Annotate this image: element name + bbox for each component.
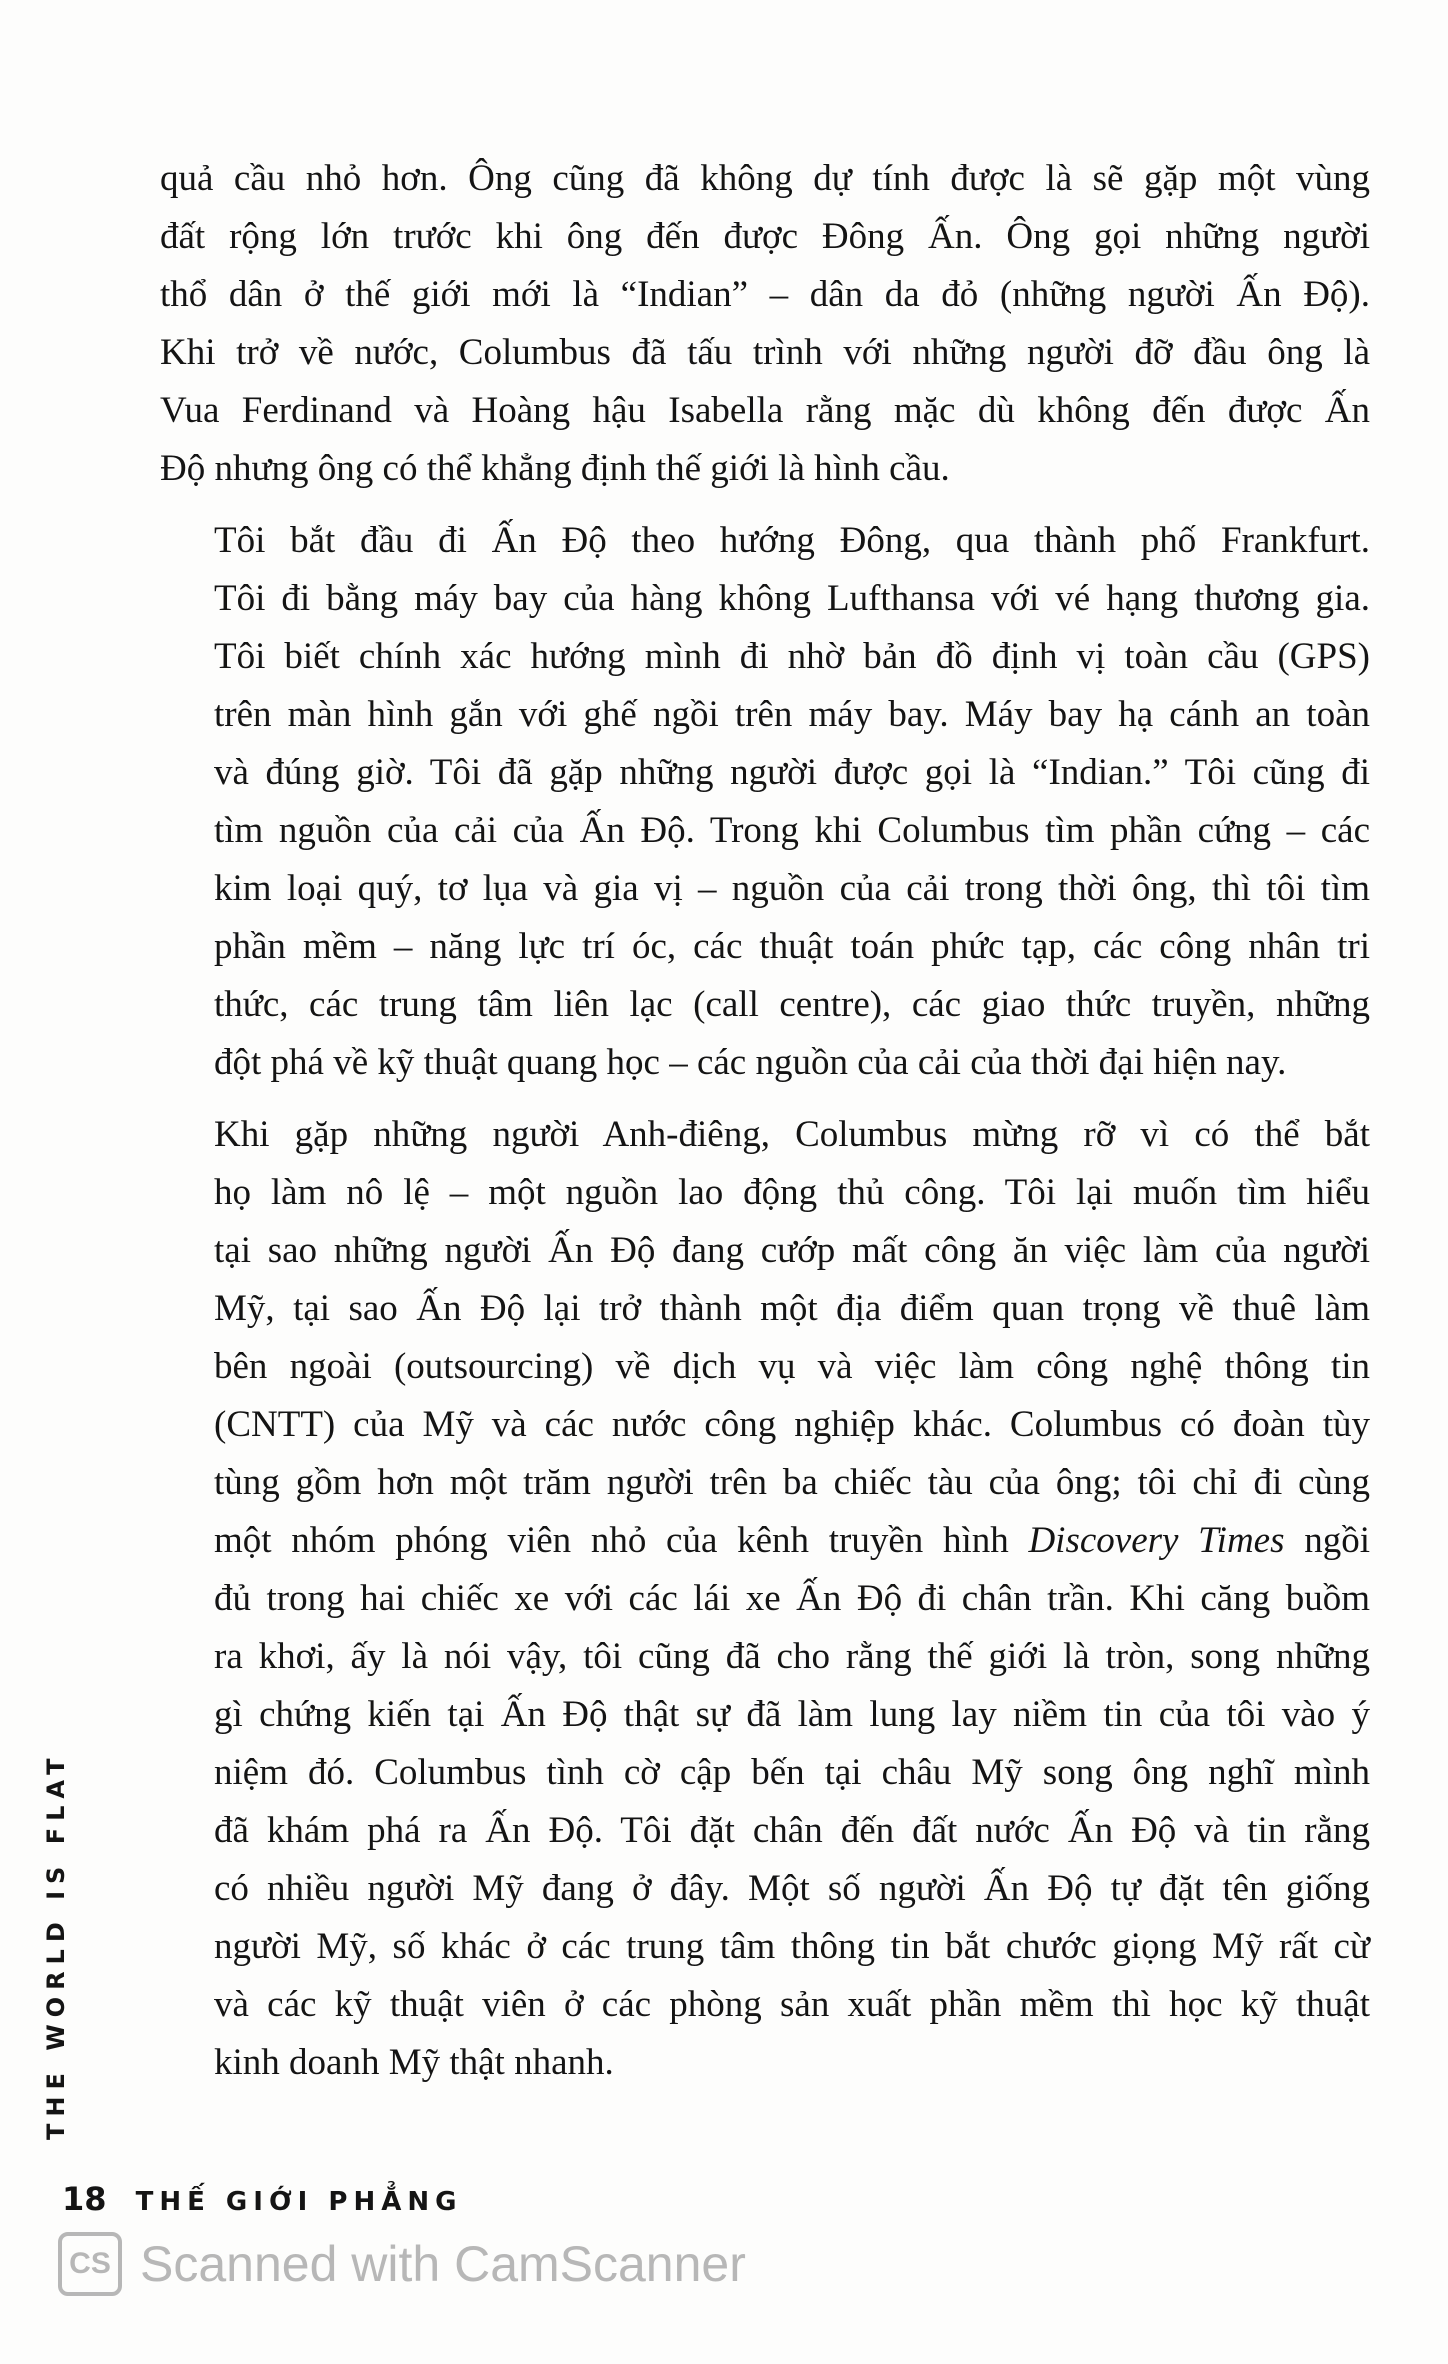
paragraph xyxy=(160,512,1370,1092)
text-line: Mỹ, tại sao Ấn Độ lại trở thành một địa điểm quan trọng về thuê làm xyxy=(214,1288,1370,1329)
text-line: thổ dân ở thế giới mới là “Indian” – dân da đỏ (những người Ấn Độ). xyxy=(160,274,1370,315)
text-line: tìm nguồn của cải của Ấn Độ. Trong khi Columbus tìm phần cứng – các xyxy=(214,810,1370,851)
text-line: Tôi biết chính xác hướng mình đi nhờ bản đồ định vị toàn cầu (GPS) xyxy=(214,636,1370,677)
text-line: một nhóm phóng viên nhỏ của kênh truyền hình Discovery Times ngồi xyxy=(214,1520,1370,1561)
text-line: kim loại quý, tơ lụa và gia vị – nguồn của cải trong thời ông, thì tôi tìm xyxy=(214,868,1370,909)
text-line: Vua Ferdinand và Hoàng hậu Isabella rằng mặc dù không đến được Ấn xyxy=(160,390,1370,431)
text-line: phần mềm – năng lực trí óc, các thuật toán phức tạp, các công nhân tri xyxy=(214,926,1370,967)
text-line: ra khơi, ấy là nói vậy, tôi cũng đã cho rằng thế giới là tròn, song những xyxy=(214,1636,1370,1677)
page-footer xyxy=(62,2180,462,2218)
text-line: gì chứng kiến tại Ấn Độ thật sự đã làm lung lay niềm tin của tôi vào ý xyxy=(214,1694,1370,1735)
text-line: có nhiều người Mỹ đang ở đây. Một số người Ấn Độ tự đặt tên giống xyxy=(214,1868,1370,1909)
text-line: đủ trong hai chiếc xe với các lái xe Ấn Độ đi chân trần. Khi căng buồm xyxy=(214,1578,1370,1619)
text-line: và các kỹ thuật viên ở các phòng sản xuất phần mềm thì học kỹ thuật xyxy=(214,1984,1370,2025)
body-text xyxy=(160,150,1370,2092)
text-line: Độ nhưng ông có thể khẳng định thế giới là hình cầu. xyxy=(160,448,950,489)
text-line: đột phá về kỹ thuật quang học – các nguồn của cải của thời đại hiện nay. xyxy=(214,1042,1287,1083)
text-line: (CNTT) của Mỹ và các nước công nghiệp khác. Columbus có đoàn tùy xyxy=(214,1404,1370,1445)
text-line: Khi gặp những người Anh-điêng, Columbus mừng rỡ vì có thể bắt xyxy=(214,1114,1370,1155)
text-line: họ làm nô lệ – một nguồn lao động thủ công. Tôi lại muốn tìm hiểu xyxy=(214,1172,1370,1213)
text-line: tại sao những người Ấn Độ đang cướp mất công ăn việc làm của người xyxy=(214,1230,1370,1271)
watermark-text: Scanned with CamScanner xyxy=(140,2236,746,2292)
paragraph xyxy=(160,150,1370,498)
running-title: THẾ GIỚI PHẲNG xyxy=(135,2187,463,2217)
text-line: thức, các trung tâm liên lạc (call centre), các giao thức truyền, những xyxy=(214,984,1370,1025)
text-line: trên màn hình gắn với ghế ngồi trên máy bay. Máy bay hạ cánh an toàn xyxy=(214,694,1370,735)
text-line: Tôi bắt đầu đi Ấn Độ theo hướng Đông, qua thành phố Frankfurt. xyxy=(214,520,1370,561)
page-number: 18 xyxy=(62,2180,107,2218)
text-line: kinh doanh Mỹ thật nhanh. xyxy=(214,2042,614,2083)
text-line: bên ngoài (outsourcing) về dịch vụ và việc làm công nghệ thông tin xyxy=(214,1346,1370,1387)
text-line: niệm đó. Columbus tình cờ cập bến tại châu Mỹ song ông nghĩ mình xyxy=(214,1752,1370,1793)
text-line: đất rộng lớn trước khi ông đến được Đông Ấn. Ông gọi những người xyxy=(160,216,1370,257)
text-line: tùng gồm hơn một trăm người trên ba chiếc tàu của ông; tôi chỉ đi cùng xyxy=(214,1462,1370,1503)
text-line: và đúng giờ. Tôi đã gặp những người được gọi là “Indian.” Tôi cũng đi xyxy=(214,752,1370,793)
side-book-title: THE WORLD IS FLAT xyxy=(42,1751,70,2140)
text-line: Tôi đi bằng máy bay của hàng không Lufthansa với vé hạng thương gia. xyxy=(214,578,1370,619)
camscanner-watermark xyxy=(58,2232,746,2296)
camscanner-logo-icon: CS xyxy=(58,2232,122,2296)
text-line: người Mỹ, số khác ở các trung tâm thông tin bắt chước giọng Mỹ rất cừ xyxy=(214,1926,1370,1967)
text-line: Khi trở về nước, Columbus đã tấu trình với những người đỡ đầu ông là xyxy=(160,332,1370,373)
text-line: quả cầu nhỏ hơn. Ông cũng đã không dự tính được là sẽ gặp một vùng xyxy=(160,158,1370,199)
text-line: đã khám phá ra Ấn Độ. Tôi đặt chân đến đất nước Ấn Độ và tin rằng xyxy=(214,1810,1370,1851)
paragraph xyxy=(160,1106,1370,2092)
